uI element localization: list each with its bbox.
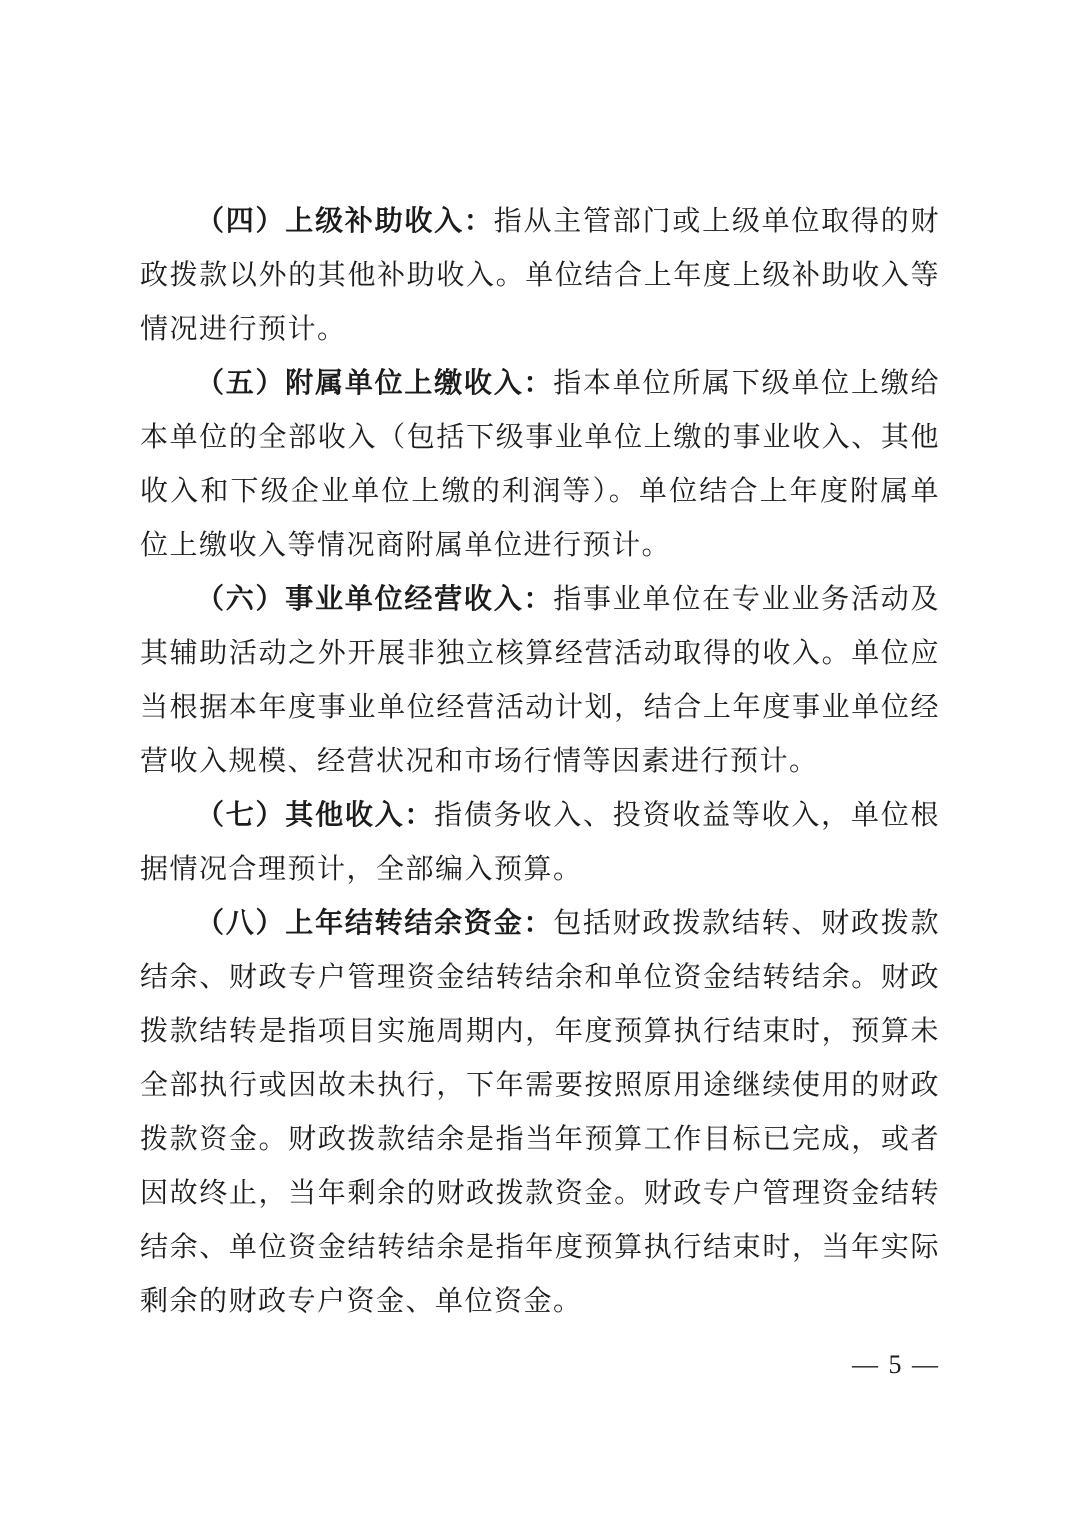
- paragraph-heading: （七）其他收入：: [196, 800, 435, 831]
- paragraph-heading: （五）附属单位上缴收入：: [196, 368, 554, 399]
- paragraph-item-4: [140, 195, 940, 357]
- paragraph-item-5: [140, 357, 940, 573]
- paragraph-item-8: [140, 897, 940, 1329]
- paragraph-heading: （四）上级补助收入：: [196, 206, 494, 237]
- page-footer: [852, 1350, 940, 1380]
- paragraph-text: 指债务收入、投资收益等收入，单位根据情况合理预计，全部编入预算。: [140, 800, 940, 885]
- paragraph-text: 指事业单位在专业业务活动及其辅助活动之外开展非独立核算经营活动取得的收入。单位应当根据本年度事业单位经营活动计划，结合上年度事业单位经营收入规模、经营状况和市场行情等因素进行预计。: [140, 584, 940, 777]
- paragraph-item-6: [140, 573, 940, 789]
- page-number: — 5 —: [852, 1350, 940, 1379]
- paragraph-heading: （八）上年结转结余资金：: [196, 908, 554, 939]
- paragraph-text: 指从主管部门或上级单位取得的财政拨款以外的其他补助收入。单位结合上年度上级补助收入等情况进行预计。: [140, 206, 940, 345]
- paragraph-text: 包括财政拨款结转、财政拨款结余、财政专户管理资金结转结余和单位资金结转结余。财政拨款结转是指项目实施周期内，年度预算执行结束时，预算未全部执行或因故未执行，下年需要按照原用途继续使用的财政拨款资金。财政拨款结余是指当年预算工作目标已完成，或者因故终止，当年剩余的财政拨款资金。财政专户管理资金结转结余、单位资金结转结余是指年度预算执行结束时，当年实际剩余的财政专户资金、单位资金。: [140, 908, 940, 1317]
- paragraph-item-7: [140, 789, 940, 897]
- document-body: [140, 195, 940, 1329]
- paragraph-text: 指本单位所属下级单位上缴给本单位的全部收入（包括下级事业单位上缴的事业收入、其他收入和下级企业单位上缴的利润等）。单位结合上年度附属单位上缴收入等情况商附属单位进行预计。: [140, 368, 940, 561]
- paragraph-heading: （六）事业单位经营收入：: [196, 584, 554, 615]
